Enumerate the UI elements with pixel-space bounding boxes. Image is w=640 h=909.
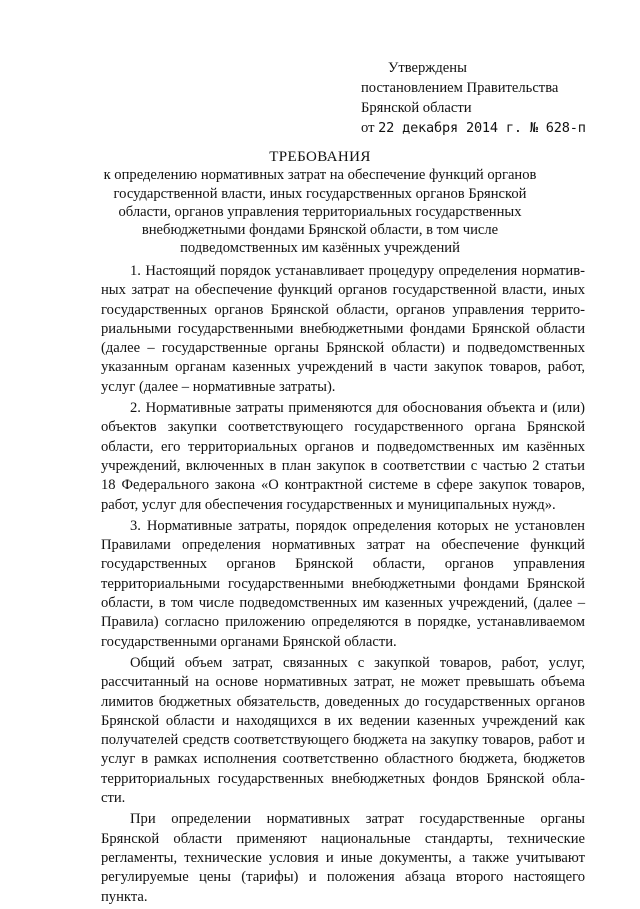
approval-block <box>361 58 631 138</box>
document-body <box>101 262 585 909</box>
paragraph-3: 3. Нормативные затраты, порядок определения которых не установлен Правилами определения нормативных затрат на обеспечение функций государственных органов Брянской области, органов управления территориальными государственными внебюджетными фондами Брянской области, в том числе подведомственных им казенных учреждений, (далее – Правила) согласно приложению определяются в порядке, устанавливаемом государственными органами Брянской области. <box>101 517 585 650</box>
paragraph-4: Общий объем затрат, связанных с закупкой товаров, работ, услуг, рассчитанный на основе нормативных затрат, не может превышать объема лимитов бюджетных обязательств, доведенных до государственных органов Брянской области и находящихся в их ведении казенных учреждений как получателей средств соответствующего бюджета на закупку товаров, работ и услуг в рамках исполнения соответственно областного бюджета, бюджетов территориальных государственных внебюджетных фондов Брянской области. <box>101 654 585 807</box>
approval-line-date <box>361 118 631 138</box>
approval-date-value: 22 декабря 2014 г. № 628-п <box>378 120 586 136</box>
paragraph-2: 2. Нормативные затраты применяются для обоснования объекта и (или) объектов закупки соответствующего государственного органа Брянской области, его территориальных органов и подведомственных им казённых учреждений, включенных в план закупок в соответствии с частью 2 статьи 18 Федерального закона «О контрактной системе в сфере закупок товаров, работ, услуг для обеспечения государственных и муниципальных нужд». <box>101 400 585 513</box>
paragraph-5: При определении нормативных затрат государственные органы Брянской области применяют национальные стандарты, технические регламенты, технические условия и иные документы, а также учитывают регулируемые цены (тарифы) и положения абзаца второго настоящего пункта. <box>101 811 585 905</box>
approval-line-approved: Утверждены <box>388 60 467 76</box>
title-subtitle: к определению нормативных затрат на обеспечение функций органов государственной власти, иных государственных органов Брянской области, органов управления территориальных государственных внебюджетными фондами Брянской области, в том числе подведомственных им казённых учреждений <box>103 167 537 257</box>
approval-line-region: Брянской области <box>361 100 472 116</box>
title-heading: ТРЕБОВАНИЯ <box>269 149 371 165</box>
approval-line-resolution: постановлением Правительства <box>361 80 559 96</box>
approval-date-prefix: от <box>361 120 375 136</box>
paragraph-1: 1. Настоящий порядок устанавливает процедуру определения нормативных затрат на обеспечение функций органов государственной власти, иных государственных органов Брянской области, органов управления территориальными государственными внебюджетными фондами Брянской области (далее – государственные органы Брянской области) и подведомственных указанным органам казенных учреждений в части закупок товаров, работ, услуг (далее – нормативные затраты). <box>101 263 585 395</box>
document-title <box>100 148 540 258</box>
